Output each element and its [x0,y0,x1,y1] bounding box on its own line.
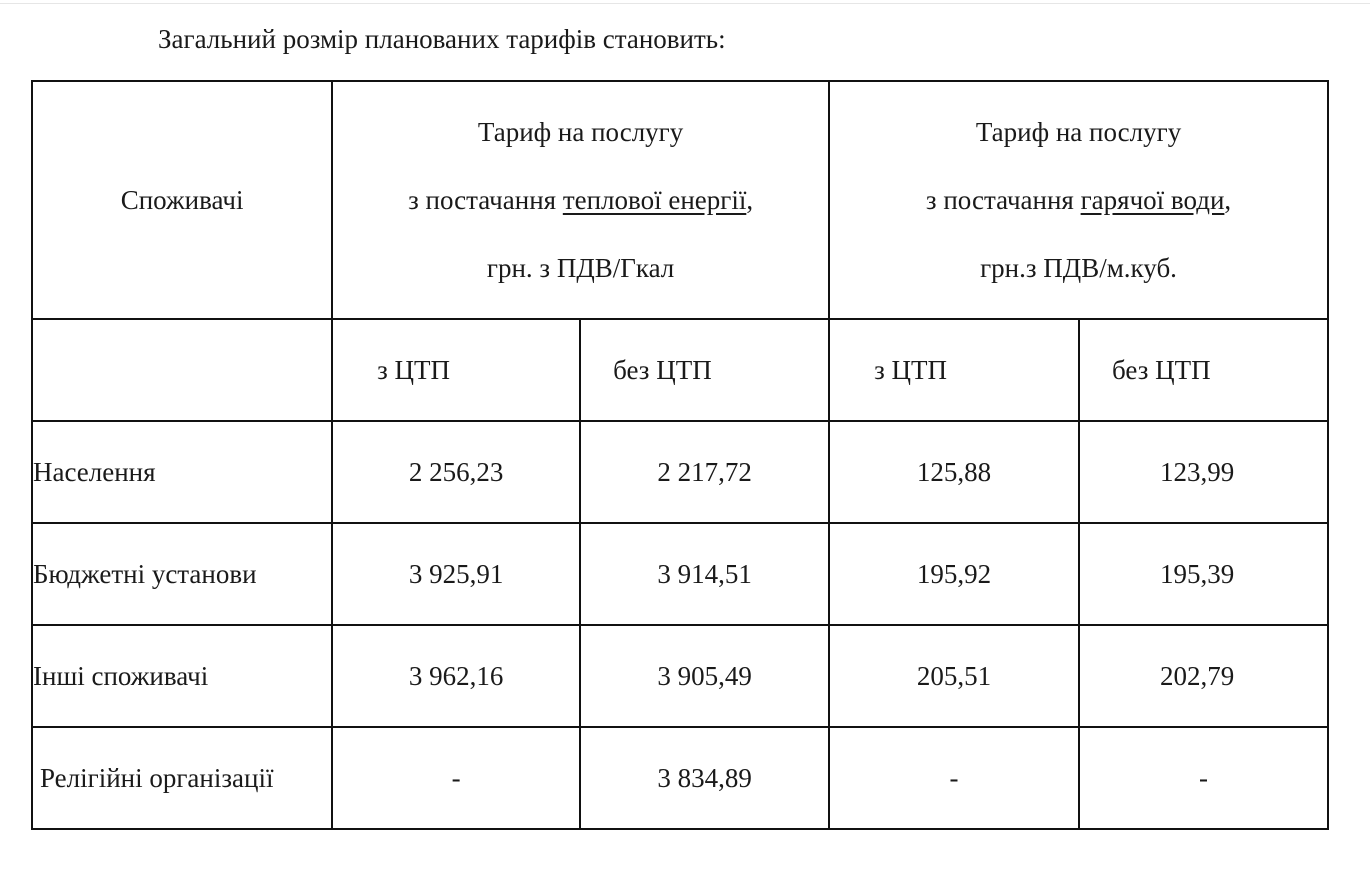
heat-header-line2 [333,166,828,234]
table-row [32,523,1328,625]
subheader-water-without-ctp: без ЦТП [1079,319,1328,421]
heat-header-underlined: теплової енергії [562,185,747,215]
table-row [32,421,1328,523]
consumer-name: Інші споживачі [32,625,332,727]
consumer-name: Релігійні організації [32,727,332,829]
empty-subheader-cell [32,319,332,421]
heat-tariff-header [332,81,829,319]
heat-with-ctp-value: - [332,727,580,829]
heat-header-line3: грн. з ПДВ/Гкал [486,253,675,283]
heat-without-ctp-value: 3 905,49 [580,625,829,727]
heat-with-ctp-value: 3 962,16 [332,625,580,727]
table-header-row [32,81,1328,319]
table-subheader-row [32,319,1328,421]
heat-header-prefix: з постачання [408,185,563,215]
water-without-ctp-value: 123,99 [1079,421,1328,523]
subheader-water-with-ctp: з ЦТП [829,319,1079,421]
page-top-edge [0,0,1370,4]
water-with-ctp-value: 195,92 [829,523,1079,625]
water-tariff-header [829,81,1328,319]
table-row [32,727,1328,829]
water-header-line2 [830,166,1327,234]
consumer-name: Населення [32,421,332,523]
water-header-underlined: гарячої води [1080,185,1225,215]
water-without-ctp-value: 202,79 [1079,625,1328,727]
water-header-line3: грн.з ПДВ/м.куб. [980,253,1177,283]
water-with-ctp-value: 125,88 [829,421,1079,523]
tariffs-table [31,80,1329,830]
water-header-line1: Тариф на послугу [975,117,1182,147]
heat-without-ctp-value: 3 914,51 [580,523,829,625]
heat-header-line1: Тариф на послугу [477,117,684,147]
consumer-name: Бюджетні установи [32,523,332,625]
water-header-prefix: з постачання [925,185,1081,215]
intro-paragraph: Загальний розмір планованих тарифів становить: [158,24,726,54]
water-header-suffix: , [1224,185,1232,215]
water-without-ctp-value: - [1079,727,1328,829]
water-without-ctp-value: 195,39 [1079,523,1328,625]
table-row [32,625,1328,727]
heat-header-suffix: , [746,185,754,215]
consumers-header: Споживачі [32,81,332,319]
heat-without-ctp-value: 3 834,89 [580,727,829,829]
heat-with-ctp-value: 2 256,23 [332,421,580,523]
heat-without-ctp-value: 2 217,72 [580,421,829,523]
subheader-heat-with-ctp: з ЦТП [332,319,580,421]
heat-with-ctp-value: 3 925,91 [332,523,580,625]
subheader-heat-without-ctp: без ЦТП [580,319,829,421]
water-with-ctp-value: - [829,727,1079,829]
water-with-ctp-value: 205,51 [829,625,1079,727]
